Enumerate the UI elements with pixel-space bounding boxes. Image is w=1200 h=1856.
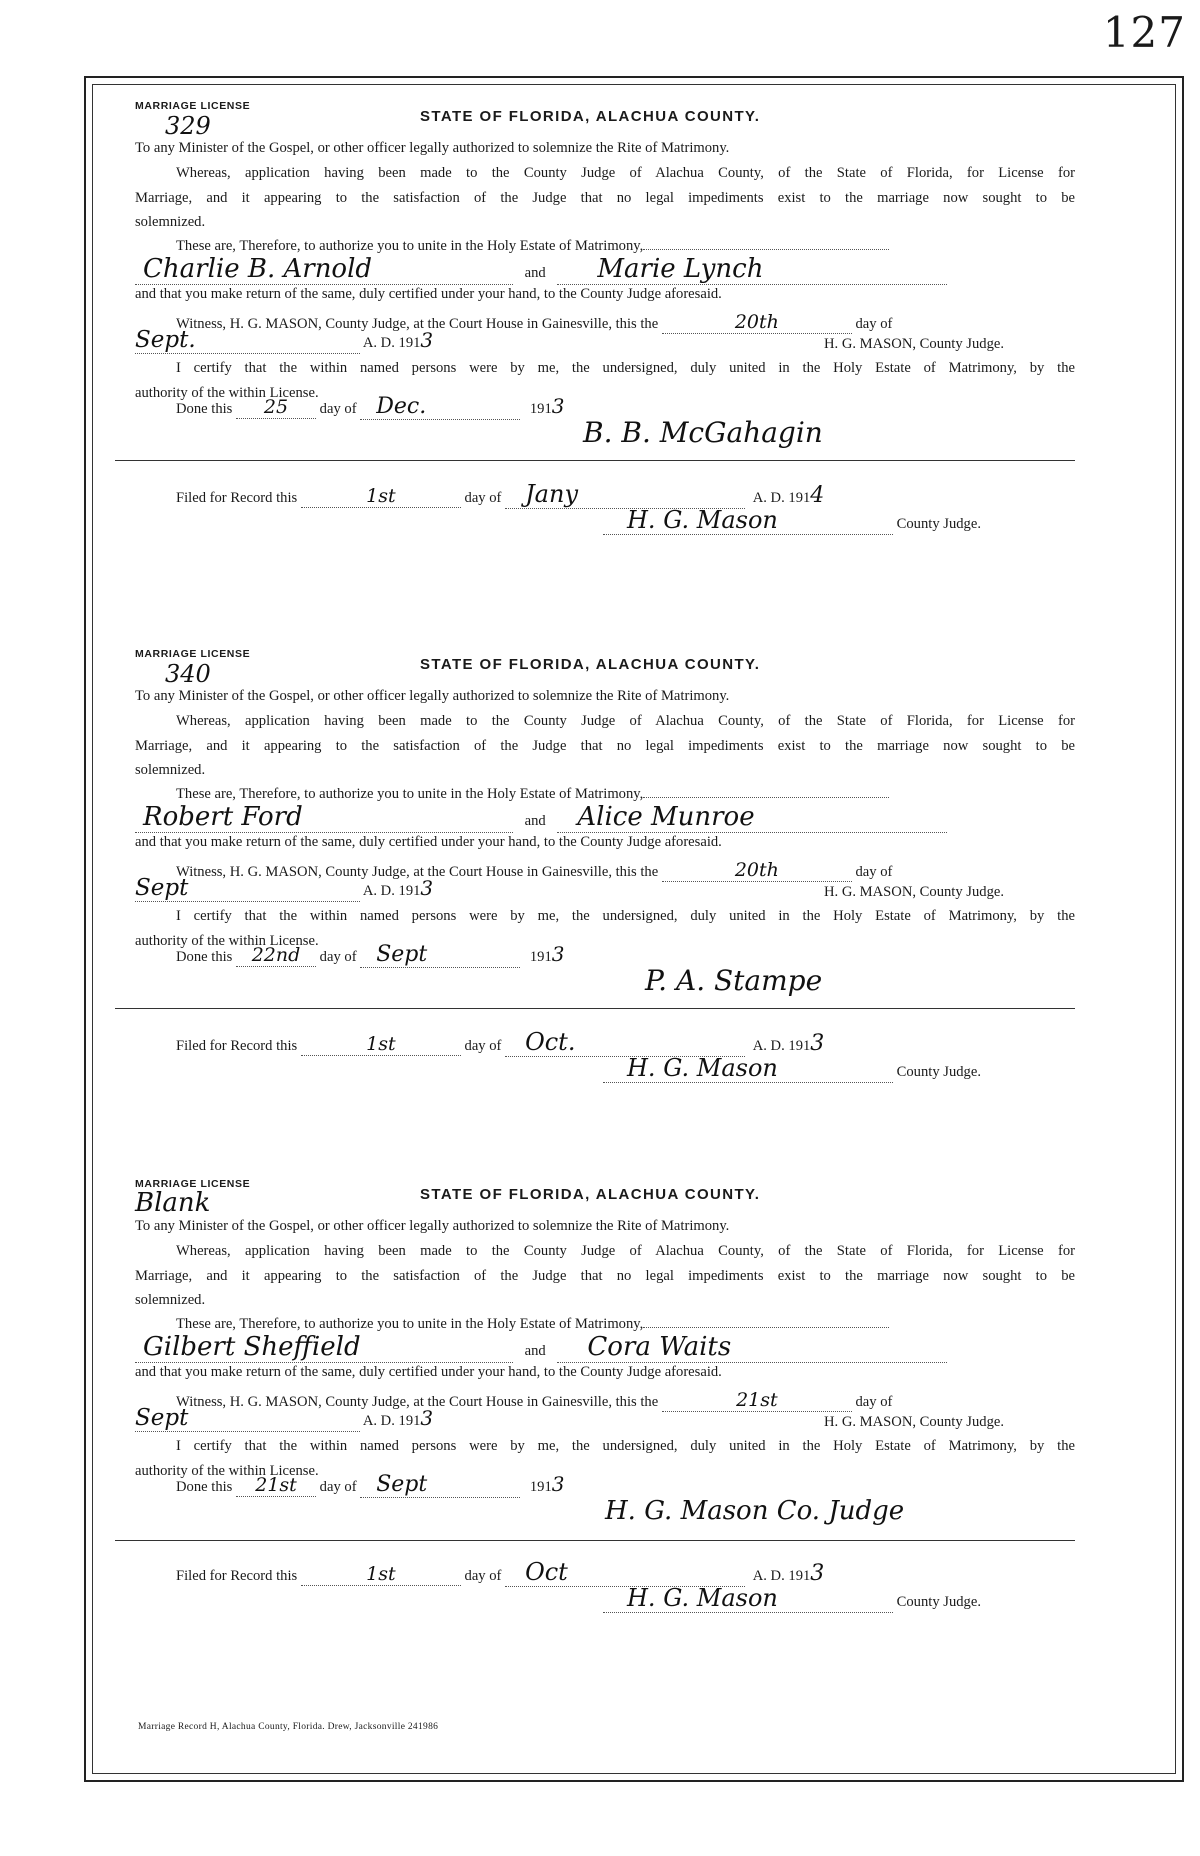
witness-day: 20th <box>662 311 852 334</box>
filed-line: Filed for Record this 1st day of Oct A. D. 1913 <box>176 1558 825 1586</box>
groom-name: Gilbert Sheffield <box>135 1332 513 1363</box>
filed-signature-line: H. G. Mason County Judge. <box>603 1584 981 1613</box>
filed-year: 3 <box>810 1561 825 1586</box>
officiant-signature: H. G. Mason Co. Judge <box>605 1496 905 1526</box>
done-line: Done this 21st day of Sept 1913 <box>176 1472 565 1497</box>
names-line <box>135 254 1075 285</box>
done-line: Done this 22nd day of Sept 1913 <box>176 942 565 967</box>
address-line: To any Minister of the Gospel, or other officer legally authorized to solemnize the Rite of Matrimony. <box>135 1218 730 1234</box>
and-label: and <box>524 265 546 281</box>
filed-line: Filed for Record this 1st day of Oct. A. D. 1913 <box>176 1028 825 1056</box>
these-are-line: These are, Therefore, to authorize you to unite in the Holy Estate of Matrimony, <box>176 1316 1116 1333</box>
and-label: and <box>524 1343 546 1359</box>
groom-name: Charlie B. Arnold <box>135 254 513 285</box>
whereas-line-2: Marriage, and it appearing to the satisfaction of the Judge that no legal impediments exist to the marriage now sought to be <box>135 738 1075 754</box>
witness-day: 20th <box>662 859 852 882</box>
whereas-line-3: solemnized. <box>135 1292 206 1308</box>
witness-month: Sept. <box>135 327 360 354</box>
names-line <box>135 1332 1075 1363</box>
done-day: 22nd <box>236 944 316 967</box>
certify-line-1: I certify that the within named persons were by me, the undersigned, duly united in the Holy Estate of Matrimony, by the <box>176 1438 1075 1454</box>
filed-day: 1st <box>301 485 461 508</box>
return-line: and that you make return of the same, duly certified under your hand, to the County Judge aforesaid. <box>135 834 722 850</box>
filed-day: 1st <box>301 1033 461 1056</box>
return-line: and that you make return of the same, duly certified under your hand, to the County Judge aforesaid. <box>135 1364 722 1380</box>
filed-signature-line: H. G. Mason County Judge. <box>603 1054 981 1083</box>
address-line: To any Minister of the Gospel, or other officer legally authorized to solemnize the Rite of Matrimony. <box>135 140 730 156</box>
bride-name: Cora Waits <box>557 1332 947 1363</box>
whereas-line-3: solemnized. <box>135 762 206 778</box>
witness-date-line: Sept A. D. 1913 <box>135 1405 434 1431</box>
filed-year: 3 <box>810 1031 825 1056</box>
page-number: 127 <box>1102 8 1186 57</box>
section-divider <box>115 1008 1075 1009</box>
return-line: and that you make return of the same, duly certified under your hand, to the County Judge aforesaid. <box>135 286 722 302</box>
filed-signature: H. G. Mason <box>603 1054 893 1083</box>
filed-line: Filed for Record this 1st day of Jany A. D. 1914 <box>176 480 825 508</box>
license-label: MARRIAGE LICENSE <box>135 1178 251 1190</box>
certify-line-2: authority of the within License. <box>135 933 319 949</box>
whereas-line-1: Whereas, application having been made to the County Judge of Alachua County, of the State of Florida, for License for <box>176 713 1075 729</box>
filed-signature: H. G. Mason <box>603 1584 893 1613</box>
filed-month: Jany <box>505 480 745 509</box>
witness-year: 3 <box>420 1406 434 1430</box>
done-year: 3 <box>551 942 565 966</box>
license-number: 340 <box>165 660 211 688</box>
filed-signature: H. G. Mason <box>603 506 893 535</box>
witness-line: Witness, H. G. MASON, County Judge, at the Court House in Gainesville, this the 20th day of <box>176 859 893 881</box>
whereas-line-1: Whereas, application having been made to the County Judge of Alachua County, of the State of Florida, for License for <box>176 1243 1075 1259</box>
judge-signature-printed: H. G. MASON, County Judge. <box>824 884 1004 900</box>
judge-signature-printed: H. G. MASON, County Judge. <box>824 336 1004 352</box>
whereas-line-1: Whereas, application having been made to the County Judge of Alachua County, of the State of Florida, for License for <box>176 165 1075 181</box>
filed-month: Oct. <box>505 1028 745 1057</box>
certify-line-1: I certify that the within named persons were by me, the undersigned, duly united in the Holy Estate of Matrimony, by the <box>176 360 1075 376</box>
license-heading: STATE OF FLORIDA, ALACHUA COUNTY. <box>420 656 761 673</box>
certify-line-1: I certify that the within named persons were by me, the undersigned, duly united in the Holy Estate of Matrimony, by the <box>176 908 1075 924</box>
witness-month: Sept <box>135 1405 360 1432</box>
whereas-line-3: solemnized. <box>135 214 206 230</box>
section-divider <box>115 1540 1075 1541</box>
done-month: Sept <box>360 942 520 968</box>
filed-signature-line: H. G. Mason County Judge. <box>603 506 981 535</box>
witness-date-line: Sept A. D. 1913 <box>135 875 434 901</box>
officiant-signature: B. B. McGahagin <box>583 416 823 449</box>
these-are-line: These are, Therefore, to authorize you to unite in the Holy Estate of Matrimony, <box>176 238 1116 255</box>
done-month: Sept <box>360 1472 520 1498</box>
license-label: MARRIAGE LICENSE <box>135 648 251 660</box>
certify-line-2: authority of the within License. <box>135 1463 319 1479</box>
done-year: 3 <box>551 1472 565 1496</box>
officiant-signature: P. A. Stampe <box>645 964 823 997</box>
witness-year: 3 <box>420 876 434 900</box>
license-number: 329 <box>165 112 211 140</box>
witness-month: Sept <box>135 875 360 902</box>
bride-name: Alice Munroe <box>557 802 947 833</box>
witness-date-line: Sept. A. D. 1913 <box>135 327 434 353</box>
groom-name: Robert Ford <box>135 802 513 833</box>
bride-name: Marie Lynch <box>557 254 947 285</box>
witness-line: Witness, H. G. MASON, County Judge, at the Court House in Gainesville, this the 21st day of <box>176 1389 893 1411</box>
done-day: 25 <box>236 396 316 419</box>
judge-signature-printed: H. G. MASON, County Judge. <box>824 1414 1004 1430</box>
license-heading: STATE OF FLORIDA, ALACHUA COUNTY. <box>420 108 761 125</box>
footer-imprint: Marriage Record H, Alachua County, Florida. Drew, Jacksonville 241986 <box>138 1722 439 1732</box>
license-label: MARRIAGE LICENSE <box>135 100 251 112</box>
whereas-line-2: Marriage, and it appearing to the satisfaction of the Judge that no legal impediments exist to the marriage now sought to be <box>135 1268 1075 1284</box>
done-line: Done this 25 day of Dec. 1913 <box>176 394 565 419</box>
certify-line-2: authority of the within License. <box>135 385 319 401</box>
and-label: and <box>524 813 546 829</box>
witness-day: 21st <box>662 1389 852 1412</box>
section-divider <box>115 460 1075 461</box>
done-year: 3 <box>551 394 565 418</box>
witness-year: 3 <box>420 328 434 352</box>
names-line <box>135 802 1075 833</box>
witness-line: Witness, H. G. MASON, County Judge, at the Court House in Gainesville, this the 20th day of <box>176 311 893 333</box>
these-are-line: These are, Therefore, to authorize you to unite in the Holy Estate of Matrimony, <box>176 786 1116 803</box>
done-month: Dec. <box>360 394 520 420</box>
whereas-line-2: Marriage, and it appearing to the satisfaction of the Judge that no legal impediments exist to the marriage now sought to be <box>135 190 1075 206</box>
filed-month: Oct <box>505 1558 745 1587</box>
license-heading: STATE OF FLORIDA, ALACHUA COUNTY. <box>420 1186 761 1203</box>
address-line: To any Minister of the Gospel, or other officer legally authorized to solemnize the Rite of Matrimony. <box>135 688 730 704</box>
license-number: Blank <box>135 1188 211 1218</box>
done-day: 21st <box>236 1474 316 1497</box>
filed-year: 4 <box>810 483 825 508</box>
filed-day: 1st <box>301 1563 461 1586</box>
